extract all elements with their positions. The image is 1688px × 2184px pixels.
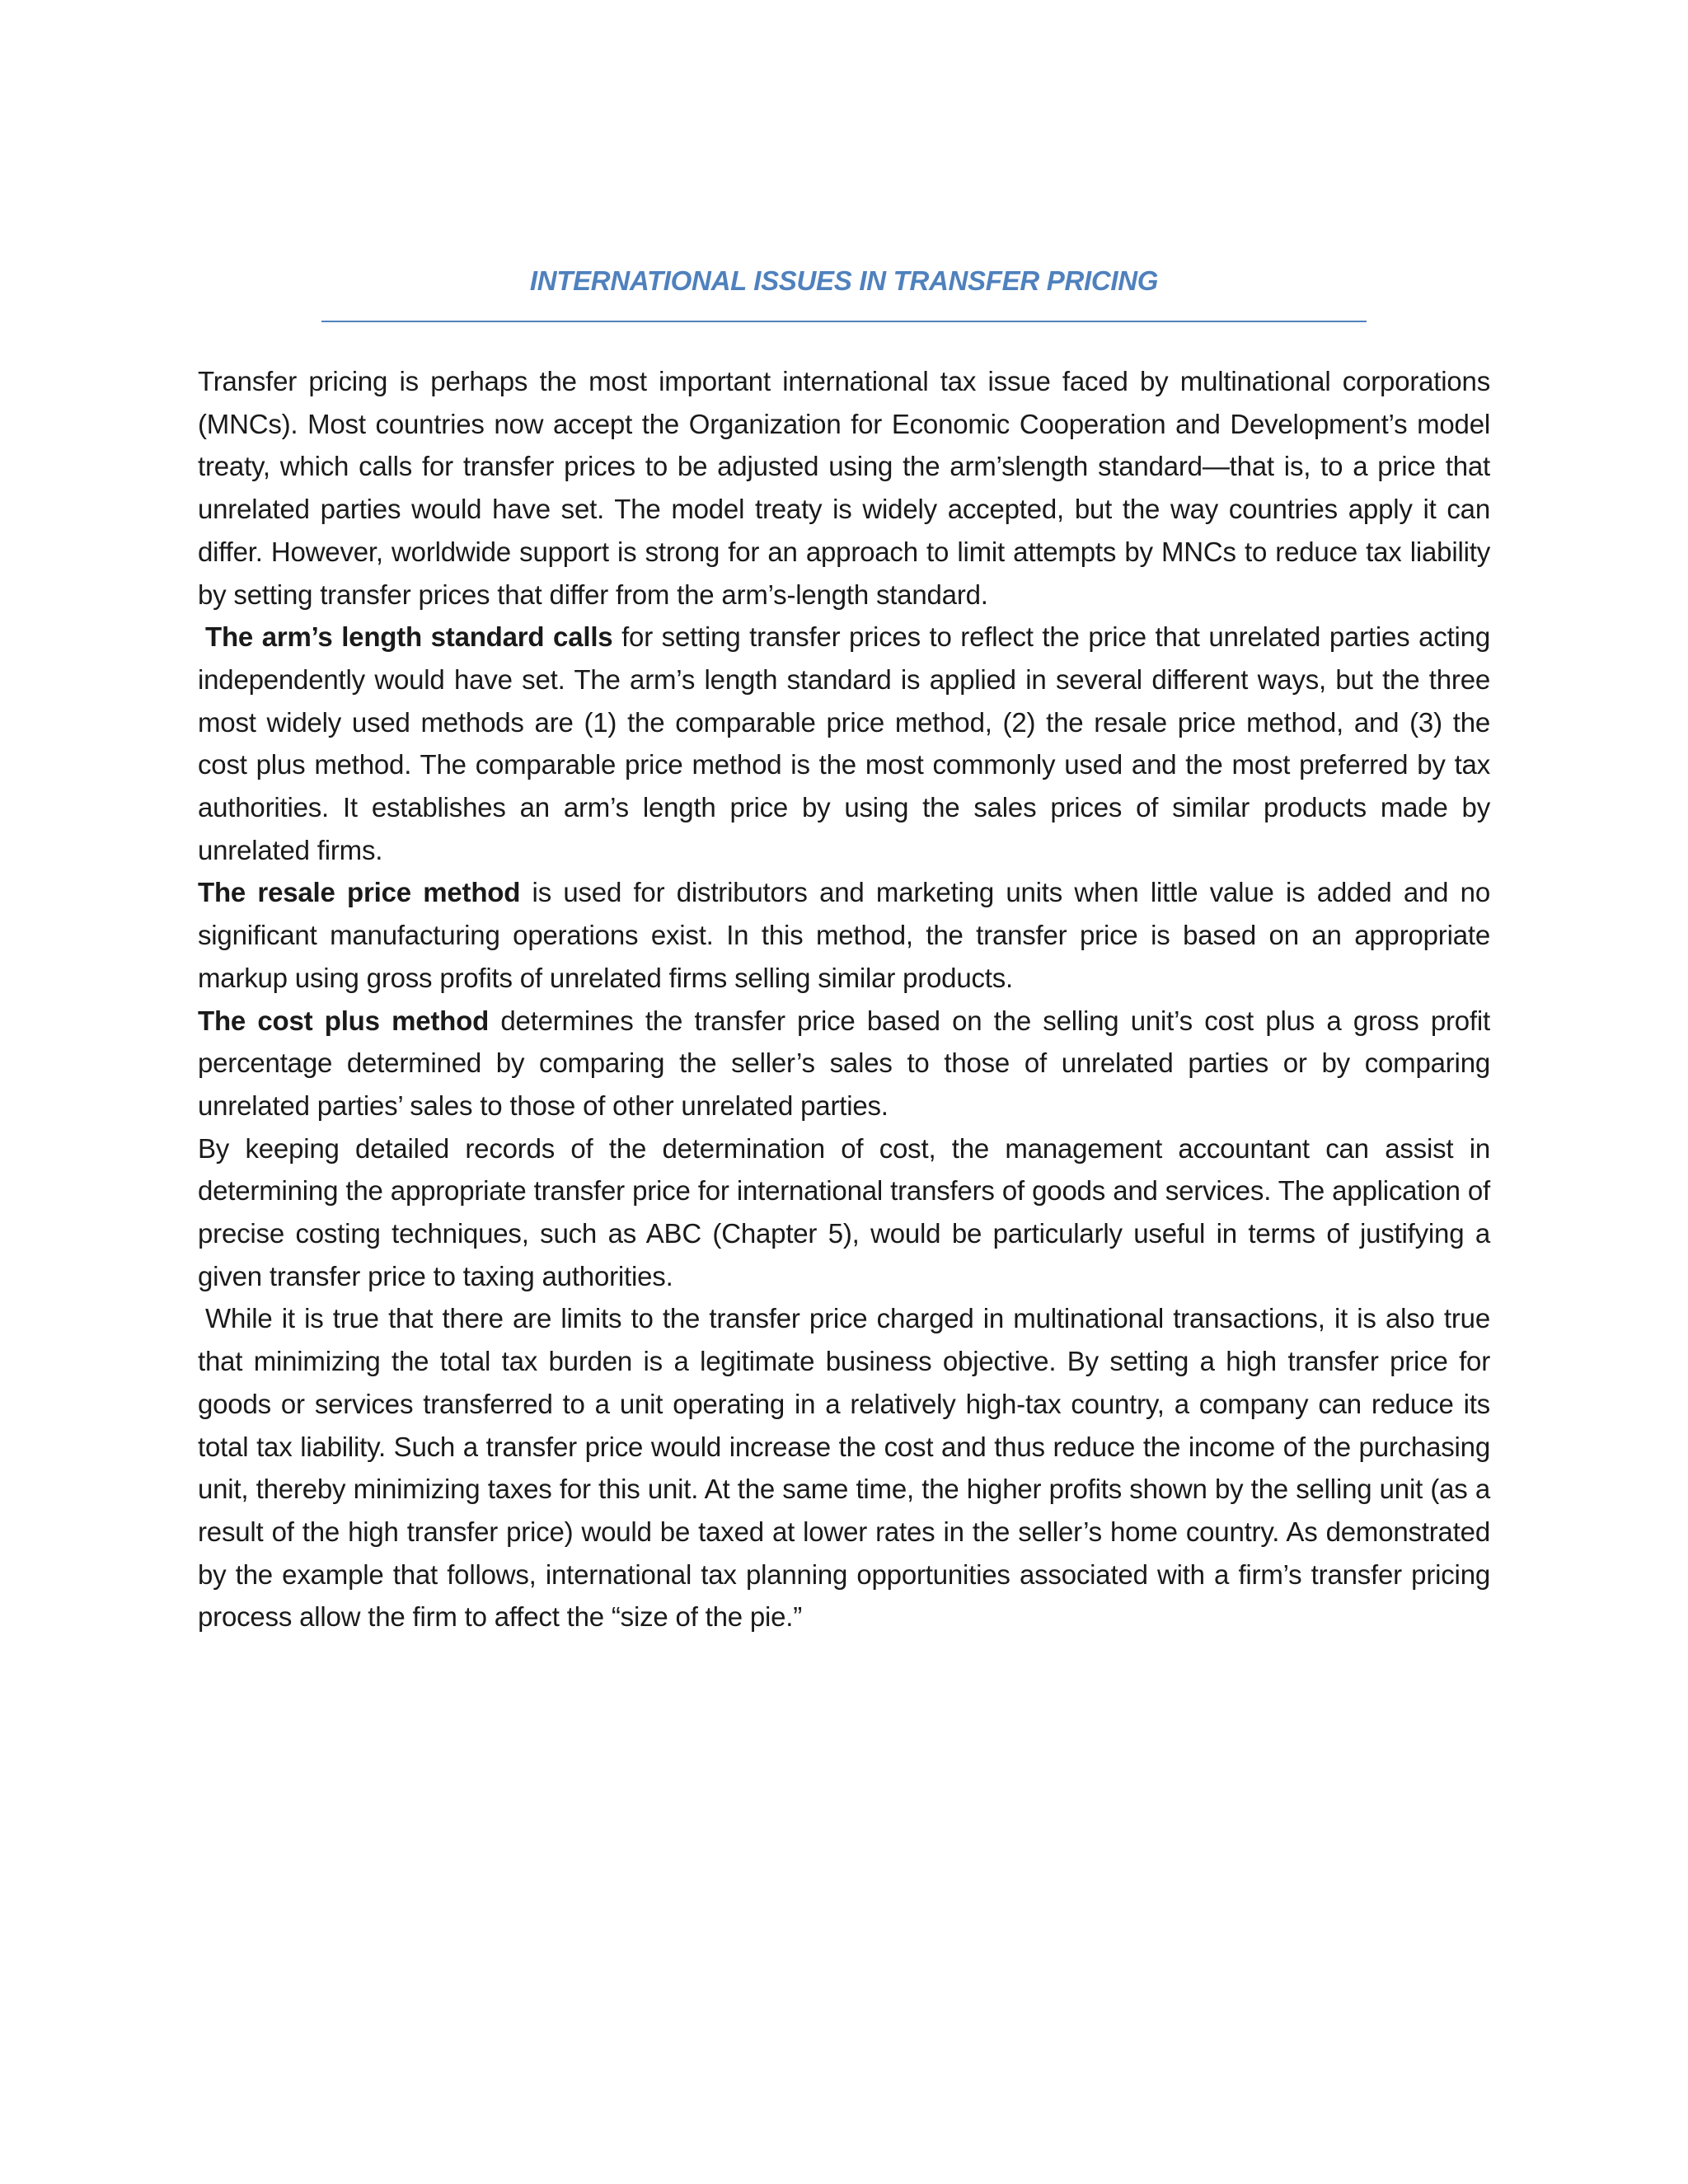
paragraph-text: for setting transfer prices to reflect the price that unrelated parties acting independently would have set. The arm’s length standard is applied in several different ways, but the three most widely used methods are (1) the comparable price method, (2) the resale price method, and (3) the cost plus method. The comparable price method is the most commonly used and the most preferred by tax authorities. It establishes an arm’s length price by using the sales prices of similar products made by unrelated firms. [198, 621, 1490, 865]
paragraph-tax-burden [198, 1297, 1490, 1638]
page-title: INTERNATIONAL ISSUES IN TRANSFER PRICING [529, 265, 1159, 296]
paragraph-lead: The arm’s length standard calls [205, 621, 613, 653]
paragraph-text: By keeping detailed records of the determination of cost, the management accountant can assist in determining the appropriate transfer price for international transfers of goods and services. The application of precise costing techniques, such as ABC (Chapter 5), would be particularly useful in terms of justifying a given transfer price to taxing authorities. [198, 1132, 1490, 1291]
paragraph-cost-plus [198, 1000, 1490, 1127]
paragraph-arms-length [198, 616, 1490, 871]
title-underline [321, 321, 1367, 322]
paragraph-resale-price [198, 871, 1490, 999]
paragraph-intro [198, 360, 1490, 616]
document-body [198, 360, 1490, 1638]
paragraph-text: While it is true that there are limits to the transfer price charged in multinational transactions, it is also true that minimizing the total tax burden is a legitimate business objective. By setting a high transfer price for goods or services transferred to a unit operating in a relatively high-tax country, a company can reduce its total tax liability. Such a transfer price would increase the cost and thus reduce the income of the purchasing unit, thereby minimizing taxes for this unit. At the same time, the higher profits shown by the selling unit (as a result of the high transfer price) would be taxed at lower rates in the seller’s home country. As demonstrated by the example that follows, international tax planning opportunities associated with a firm’s transfer pricing process allow the firm to affect the “size of the pie.” [198, 1303, 1490, 1633]
paragraph-text: Transfer pricing is perhaps the most important international tax issue faced by multinational corporations (MNCs). Most countries now accept the Organization for Economic Cooperation and Development’s model treaty, which calls for transfer prices to be adjusted using the arm’slength standard—that is, to a price that unrelated parties would have set. The model treaty is widely accepted, but the way countries apply it can differ. However, worldwide support is strong for an approach to limit attempts by MNCs to reduce tax liability by setting transfer prices that differ from the arm’s-length standard. [198, 366, 1490, 610]
paragraph-lead: The resale price method [198, 877, 521, 908]
paragraph-text: determines the transfer price based on the selling unit’s cost plus a gross profit percentage determined by comparing the seller’s sales to those of unrelated parties or by comparing unrelated parties’ sales to those of other unrelated parties. [198, 1005, 1490, 1121]
paragraph-lead: The cost plus method [198, 1005, 490, 1036]
paragraph-text: is used for distributors and marketing units when little value is added and no significant manufacturing operations exist. In this method, the transfer price is based on an appropriate markup using gross profits of unrelated firms selling similar products. [198, 877, 1490, 993]
paragraph-records [198, 1127, 1490, 1298]
